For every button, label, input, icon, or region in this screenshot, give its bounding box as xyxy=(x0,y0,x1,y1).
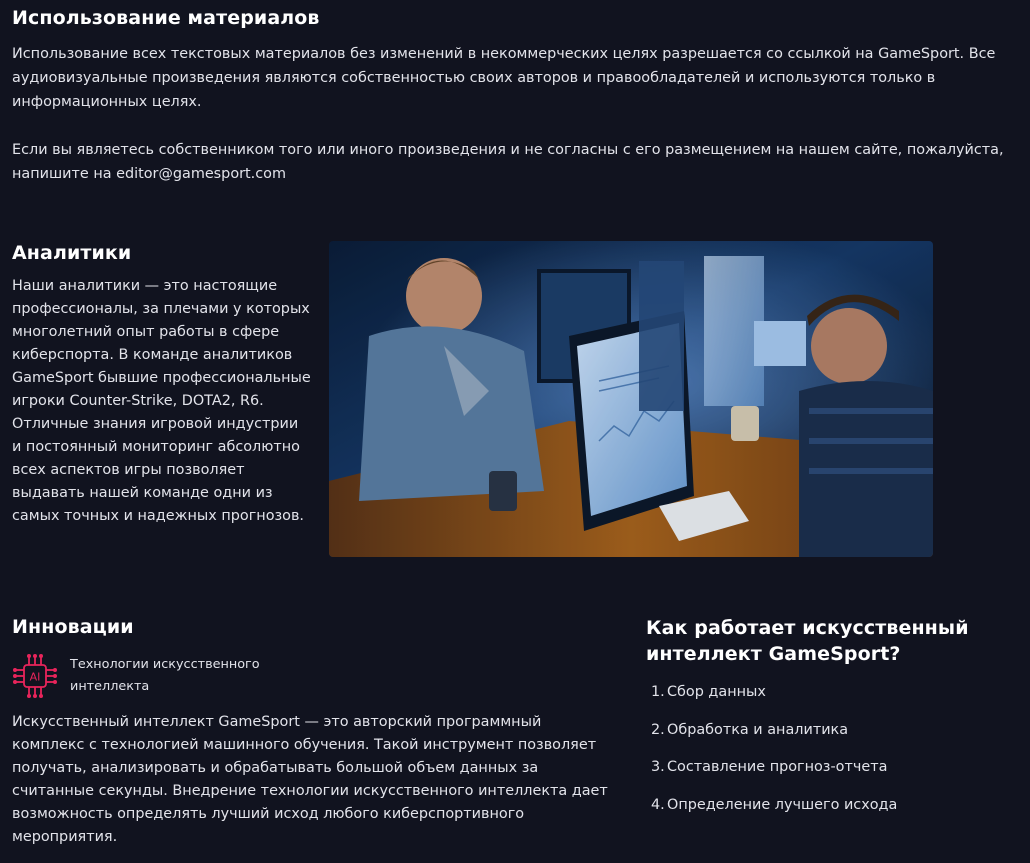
materials-paragraph-2: Если вы являетесь собственником того или иного произведения и не согласны с его размещением на нашем сайте, пожалуйста, напишите на editor@gamesport.com xyxy=(12,142,1004,182)
materials-section xyxy=(12,6,1012,186)
ai-icon-text: AI xyxy=(29,670,41,684)
step-label: Сбор данных xyxy=(667,684,766,700)
step-item xyxy=(646,682,1016,720)
innovations-title: Инновации xyxy=(12,616,134,638)
step-label: Определение лучшего исхода xyxy=(667,796,898,813)
analytics-title: Аналитики xyxy=(12,242,132,264)
step-item xyxy=(646,720,1016,758)
step-label: Обработка и аналитика xyxy=(667,721,849,738)
materials-paragraph-1: Использование всех текстовых материалов без изменений в некоммерческих целях разрешается со ссылкой на GameSport. Все аудиовизуальные произведения являются собственностью своих авторов и правообладателей и используются только в информационных целях. xyxy=(12,46,996,110)
analysts-photo xyxy=(329,241,933,557)
innovations-text: Искусственный интеллект GameSport — это авторский программный комплекс с технологией машинного обучения. Такой инструмент позволяет получать, анализировать и обрабатывать большой объем данных за считанные секунды. Внедрение технологии искусственного интеллекта дает возможность определять лучший исход любого киберспортивного мероприятия. xyxy=(12,714,608,845)
step-item xyxy=(646,795,1016,833)
step-item xyxy=(646,757,1016,795)
step-number: 1. xyxy=(651,684,665,700)
step-label: Составление прогноз-отчета xyxy=(667,759,888,775)
materials-title: Использование материалов xyxy=(12,7,320,29)
step-number: 2. xyxy=(651,721,665,738)
step-number: 4. xyxy=(651,796,665,813)
innovations-section xyxy=(12,614,612,849)
ai-chip-icon xyxy=(12,653,58,699)
ai-technology-label: Технологии искусственного интеллекта xyxy=(70,657,260,694)
analytics-text: Наши аналитики — это настоящие профессионалы, за плечами у которых многолетний опыт работы в сфере киберспорта. В команде аналитиков GameSport бывшие профессиональные игроки Counter-Strike, DOTA2, R6. Отличные знания игровой индустрии и постоянный мониторинг абсолютно всех аспектов игры позволяет выдавать нашей команде одни из самых точных и надежных прогнозов. xyxy=(12,278,311,524)
how-it-works-section xyxy=(646,615,1016,832)
steps-list xyxy=(646,682,1016,832)
how-it-works-title: Как работает искусственный интеллект GameSport? xyxy=(646,617,969,665)
ai-technology-row xyxy=(12,654,612,698)
step-number: 3. xyxy=(651,759,665,775)
analytics-section xyxy=(12,241,312,528)
